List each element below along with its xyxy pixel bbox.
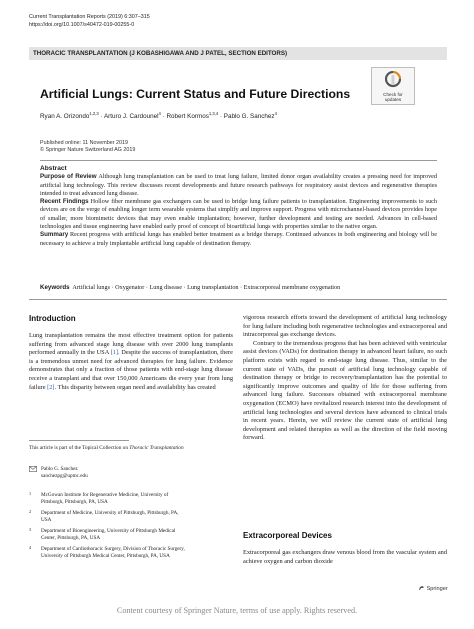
- citation-link[interactable]: [2]: [47, 383, 55, 391]
- badge-label: Check for updates: [383, 92, 403, 103]
- paragraph: vigorous research efforts toward the development of artificial lung technology for lung failure including both regenerative technologies and extracorporeal and intracorporeal gas exchange devices.: [243, 314, 447, 339]
- author-affiliation-ref: 1,2,3: [89, 111, 99, 116]
- affiliation: 1 McGowan Institute for Regenerative Medicine, University of Pittsburgh, Pittsburgh, PA, USA: [29, 491, 169, 505]
- extracorporeal-text: Extracorporeal gas exchangers draw venous blood from the vascular system and achieve oxygen and carbon dioxide: [243, 549, 447, 565]
- extracorporeal-heading: Extracorporeal Devices: [243, 531, 332, 540]
- journal-citation: Current Transplantation Reports (2019) 6:307–315: [29, 14, 150, 20]
- springer-horse-icon: [418, 585, 425, 591]
- affiliation: 3 Department of Bioengineering, University of Pittsburgh Medical Center, Pittsburgh, PA, USA: [29, 527, 176, 541]
- author-list: Ryan A. Orizondo$^{1,2,3}$ · Arturo J. Cardounel$^4$ · Robert Kormos$^{1,3,4}$ · Pablo G. Sanchez$^4$: [40, 111, 277, 121]
- abstract: [40, 165, 437, 248]
- author-affiliation-ref: 4: [158, 111, 161, 116]
- abstract-findings: Recent Findings Hollow fiber membrane gas exchangers can be used to bridge lung failure patients to transplantation. Engineering improvements to such devices are on the verge of enabling longer term wearable systems that simplify and improve support. Progress with microchannel-based devices provides hope of smaller, more biomimetic devices that may even enable implantation; however, further development and testing are needed. Advances in cell-based technologies and tissue engineering have enabled early proof of concept of bioartificial lungs with properties similar to the native organ.: [40, 198, 438, 231]
- envelope-icon: [29, 466, 37, 472]
- article-title: Artificial Lungs: Current Status and Future Directions: [40, 87, 351, 101]
- affiliation: 2 Department of Medicine, University of Pittsburgh, Pittsburgh, PA, USA: [29, 509, 179, 523]
- introduction-text: Lung transplantation remains the most effective treatment option for patients suffering from advanced stage lung disease with over 2000 lung transplants performed annually in the USA [1]. Despite the success of transplantation, there is a tremendous unmet need for advanced therapies for lung failure. Evidence demonstrates that only a fraction of those patients with end-stage lung disease receive a transplant and that over 150,000 Americans die every year from lung failure [2]. This disparity between organ need and availability has created: [29, 332, 233, 391]
- topical-collection-note: This article is part of the Topical Collection on Thoracic Transplantation: [29, 445, 184, 451]
- footer-notice: Content courtesy of Springer Nature, terms of use apply. Rights reserved.: [116, 606, 358, 615]
- check-for-updates-icon: [385, 71, 401, 89]
- published-date: Published online: 11 November 2019: [40, 140, 129, 146]
- right-column-text: [243, 314, 447, 443]
- divider: [29, 299, 447, 300]
- corresponding-name: Pablo G. Sanchez: [41, 466, 78, 472]
- copyright-notice: © Springer Nature Switzerland AG 2019: [40, 147, 136, 153]
- publication-info: [40, 140, 135, 154]
- author-name[interactable]: Pablo G. Sanchez: [223, 113, 275, 121]
- divider: [40, 160, 437, 161]
- keywords-label: Keywords: [40, 284, 70, 291]
- corresponding-email[interactable]: sanchezpg@upmc.edu: [41, 472, 88, 479]
- abstract-heading: Abstract: [40, 165, 67, 172]
- author-affiliation-ref: 1,3,4: [208, 111, 219, 116]
- author-name[interactable]: Ryan A. Orizondo: [40, 113, 90, 121]
- abstract-purpose: Purpose of Review Although lung transplantation can be used to treat lung failure, limited donor organ availability creates a pressing need for improved artificial lung technology. This review discusses recent developments and future research pathways for respiratory assist devices and regenerative therapies intended to treat advanced lung disease.: [40, 173, 437, 197]
- footnote-divider: [29, 440, 129, 441]
- paragraph: Contrary to the tremendous progress that has been achieved with ventricular assist devices (VADs) for destination therapy in advanced heart failure, no such platform exists with regard to end-stage lung disease. Thus, similar to the current state of VADs, the pursuit of artificial lung technology capable of destination therapy or bridge to recovery/transplantation has the potential to significantly improve outcomes and quality of life for those suffering from advanced lung failure. Successes obtained with extracorporeal membrane oxygenation (ECMO) have revitalized research interest into the development of artificial lung technologies and several devices have advanced to clinical trials in recent years. Herein, we will review the current state of artificial lung development and related therapies as well as the direction of the field moving forward.: [243, 339, 447, 442]
- corresponding-author: [29, 466, 239, 479]
- doi-link[interactable]: https://doi.org/10.1007/s40472-019-00255-0: [29, 22, 135, 28]
- author-name[interactable]: Arturo J. Cardounel: [103, 113, 159, 121]
- keywords-text: Artificial lungs · Oxygenator · Lung disease · Lung transplantation · Extracorporeal membrane oxygenation: [72, 284, 341, 291]
- citation-link[interactable]: [1]: [110, 349, 119, 357]
- check-for-updates-badge[interactable]: [371, 67, 415, 105]
- publisher-logo: Springer: [418, 585, 448, 592]
- section-bar: THORACIC TRANSPLANTATION (J KOBASHIGAWA AND J PATEL, SECTION EDITORS): [29, 47, 447, 60]
- abstract-summary: Summary Recent progress with artificial lungs has enabled better treatment as a bridge therapy. Continued advances in both engineering and biology will be necessary to achieve a truly implantable artificial lung capable of destination therapy.: [40, 231, 437, 247]
- affiliation: 4 Department of Cardiothoracic Surgery, Division of Thoracic Surgery, University of Pittsburgh Medical Center, Pittsburgh, PA, USA: [29, 545, 185, 559]
- keywords: [40, 284, 440, 291]
- author-affiliation-ref: 4: [274, 111, 277, 116]
- author-name[interactable]: Robert Kormos: [166, 113, 209, 121]
- introduction-heading: Introduction: [29, 314, 76, 323]
